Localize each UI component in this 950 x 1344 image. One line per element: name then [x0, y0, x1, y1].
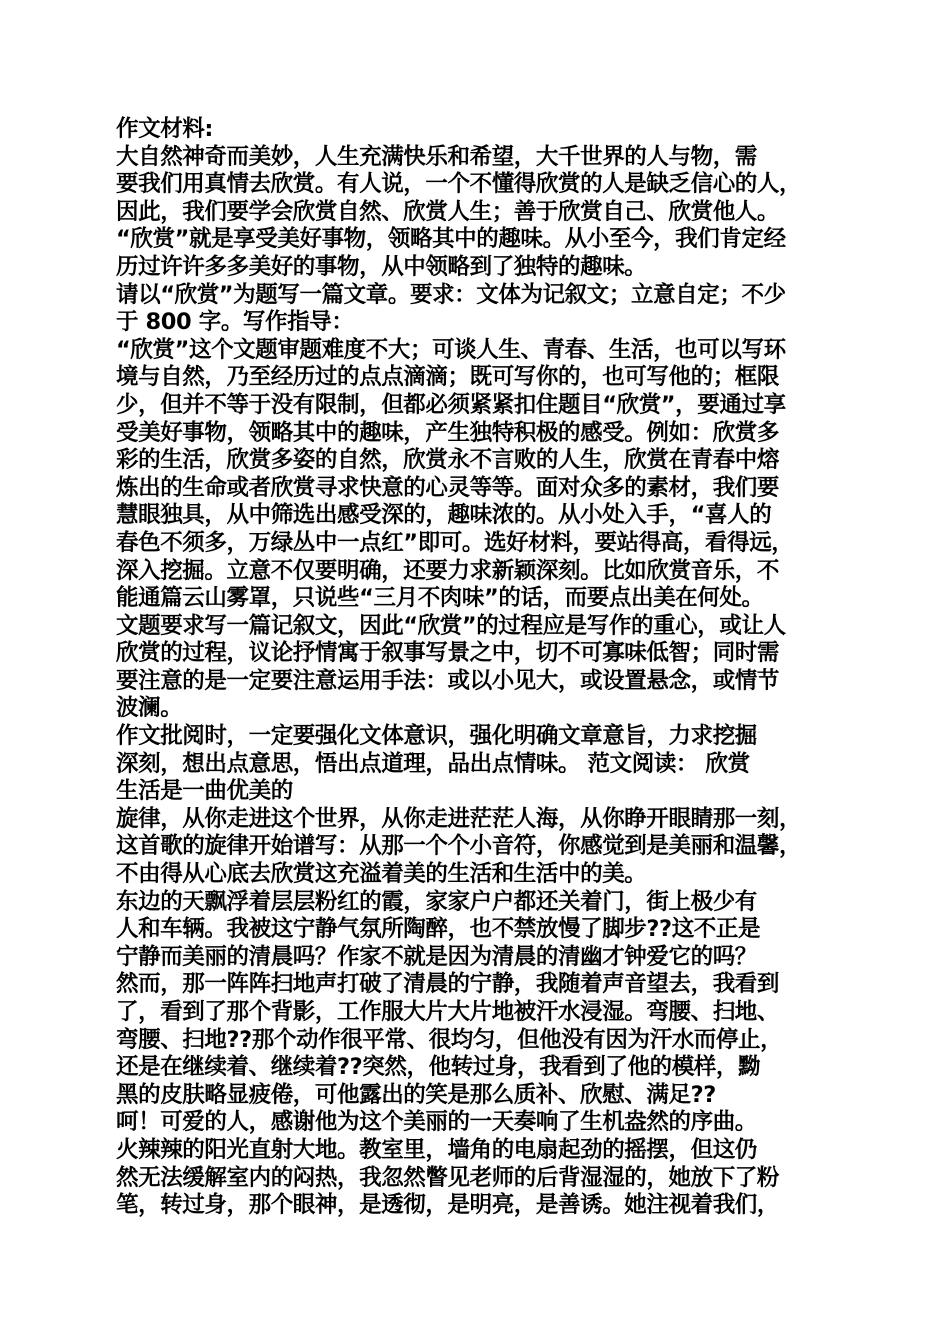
text-line: 然无法缓解室内的闷热，我忽然瞥见老师的后背湿湿的，她放下了粉: [116, 1164, 780, 1191]
text-line: 宁静而美丽的清晨吗？作家不就是因为清晨的清幽才钟爱它的吗？: [116, 943, 757, 970]
text-line: 东边的天飘浮着层层粉红的霞，家家户户都还关着门，街上极少有: [116, 888, 757, 915]
document-page: [116, 116, 846, 1220]
text-line: 受美好事物，领略其中的趣味，产生独特积极的感受。例如：欣赏多: [116, 419, 780, 446]
text-line: 少，但并不等于没有限制，但都必须紧紧扣住题目“欣赏”，要通过享: [116, 391, 786, 418]
text-line: 不由得从心底去欣赏这充溢着美的生活和生活中的美。: [116, 861, 647, 888]
text-line: 历过许许多多美好的事物，从中领略到了独特的趣味。: [116, 253, 647, 280]
text-line: 火辣辣的阳光直射大地。教室里，墙角的电扇起劲的摇摆，但这仍: [116, 1136, 757, 1163]
text-line: 人和车辆。我被这宁静气氛所陶醉，也不禁放慢了脚步??这不正是: [116, 916, 761, 943]
text-line: 呵！可爱的人，感谢他为这个美丽的一天奏响了生机盎然的序曲。: [116, 1109, 757, 1136]
text-line: 然而，那一阵阵扫地声打破了清晨的宁静，我随着声音望去，我看到: [116, 971, 780, 998]
text-line: 还是在继续着、继续着??突然，他转过身，我看到了他的模样，黝: [116, 1054, 761, 1081]
text-line: 能通篇云山雾罩，只说些“三月不肉味”的话，而要点出美在何处。: [116, 585, 764, 612]
text-line: 慧眼独具，从中筛选出感受深的，趣味浓的。从小处入手，“喜人的: [116, 502, 772, 529]
text-line: 黑的皮肤略显疲倦，可他露出的笑是那么质补、欣慰、满足??: [116, 1081, 716, 1108]
text-line: 境与自然，乃至经历过的点点滴滴；既可写你的，也可写他的；框限: [116, 364, 780, 391]
text-line: 作文材料:: [116, 116, 213, 142]
text-line: 要注意的是一定要注意运用手法：或以小见大，或设置悬念，或情节: [116, 667, 780, 694]
text-line: 这首歌的旋律开始谱写：从那一个个小音符，你感觉到是美丽和温馨，: [116, 833, 802, 860]
text-line: “欣赏”就是享受美好事物，领略其中的趣味。从小至今，我们肯定经: [116, 226, 786, 253]
text-line: 了，看到了那个背影，工作服大片大片地被汗水浸湿。弯腰、扫地、: [116, 999, 780, 1025]
text-line: 炼出的生命或者欣赏寻求快意的心灵等等。面对众多的素材，我们要: [116, 474, 780, 501]
text-line: 要我们用真情去欣赏。有人说，一个不懂得欣赏的人是缺乏信心的人，: [116, 171, 802, 198]
text-line: 作文批阅时，一定要强化文体意识，强化明确文章意旨，力求挖掘: [116, 723, 757, 750]
text-line: 波澜。: [116, 695, 183, 722]
text-line: 文题要求写一篇记叙文，因此“欣赏”的过程应是写作的重心，或让人: [116, 612, 786, 639]
text-line: 于 800 字。写作指导：: [116, 309, 354, 336]
text-line: 深入挖掘。立意不仅要明确，还要力求新颖深刻。比如欣赏音乐，不: [116, 557, 780, 584]
text-line: 彩的生活，欣赏多姿的自然，欣赏永不言败的人生，欣赏在青春中熔: [116, 447, 780, 474]
text-line: 请以“欣赏”为题写一篇文章。要求：文体为记叙文；立意自定；不少: [116, 281, 786, 308]
text-line: 欣赏的过程，议论抒情寓于叙事写景之中，切不可寡味低智；同时需: [116, 640, 780, 667]
text-line: 旋律，从你走进这个世界，从你走进茫茫人海，从你睁开眼睛那一刻，: [116, 805, 802, 832]
text-line: 春色不须多，万绿丛中一点红”即可。选好材料，要站得高，看得远，: [116, 529, 794, 556]
text-line: 生活是一曲优美的: [116, 778, 293, 805]
text-line: 笔，转过身，那个眼神，是透彻，是明亮，是善诱。她注视着我们，: [116, 1192, 780, 1219]
text-line: 深刻，想出点意思，悟出点道理，品出点情味。 范文阅读： 欣赏: [116, 750, 750, 777]
text-line: 弯腰、扫地??那个动作很平常、很均匀，但他没有因为汗水而停止，: [116, 1026, 783, 1053]
text-line: 大自然神奇而美妙，人生充满快乐和希望，大千世界的人与物，需: [116, 143, 757, 170]
text-line: 因此，我们要学会欣赏自然、欣赏人生；善于欣赏自己、欣赏他人。: [116, 198, 780, 225]
text-line: “欣赏”这个文题审题难度不大；可谈人生、青春、生活，也可以写环: [116, 336, 786, 363]
